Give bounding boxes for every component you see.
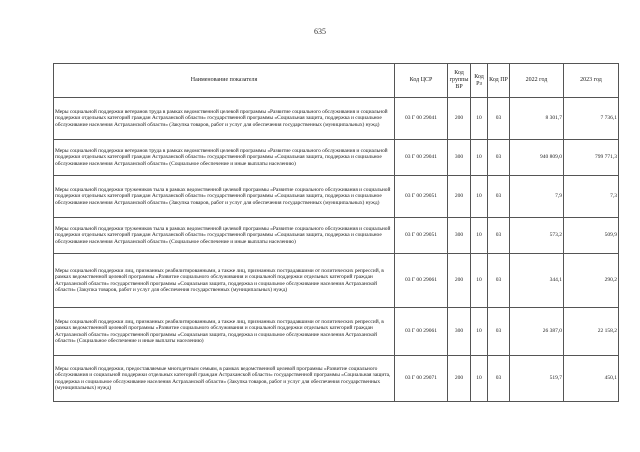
row-pr: 03 xyxy=(488,98,510,140)
row-vr: 200 xyxy=(448,176,471,218)
row-name: Меры социальной поддержки, предоставляемые многодетным семьям, в рамках ведомственной целевой программы «Развитие социального обслуживания и социальной поддержки отдельных категорий граждан Астраханской области» государственной программы «Социальная защита, поддержка и социальное обслуживание населения Астраханской области» (Закупка товаров, работ и услуг для обеспечения государственных (муниципальных) нужд) xyxy=(54,356,395,402)
row-rz: 10 xyxy=(471,356,488,402)
table-row xyxy=(54,308,619,356)
row-csr: 03 Г 00 29061 xyxy=(395,254,448,308)
row-2022: 8 301,7 xyxy=(510,98,564,140)
header-rz: Код Рз xyxy=(471,64,488,98)
row-name: Меры социальной поддержки тружеников тыла в рамках ведомственной целевой программы «Развитие социального обслуживания и социальной поддержки отдельных категорий граждан Астраханской области» государственной программы «Социальная защита, поддержка и социальное обслуживание населения Астраханской области» (Социальное обеспечение и иные выплаты населению) xyxy=(54,218,395,254)
page-number: 635 xyxy=(314,27,326,36)
table-row xyxy=(54,98,619,140)
row-name: Меры социальной поддержки лиц, признанных реабилитированными, а также лиц, признанных пострадавшими от политических репрессий, в рамках ведомственной целевой программы «Развитие социального обслуживания и социальной поддержки отдельных категорий граждан Астраханской области» государственной программы «Социальная защита, поддержка и социальное обслуживание населения Астраханской области» (Закупка товаров, работ и услуг для обеспечения государственных (муниципальных) нужд) xyxy=(54,254,395,308)
row-pr: 03 xyxy=(488,356,510,402)
row-name: Меры социальной поддержки тружеников тыла в рамках ведомственной целевой программы «Развитие социального обслуживания и социальной поддержки отдельных категорий граждан Астраханской области» государственной программы «Социальная защита, поддержка и социальное обслуживание населения Астраханской области» (Закупка товаров, работ и услуг для обеспечения государственных (муниципальных) нужд) xyxy=(54,176,395,218)
table-row xyxy=(54,218,619,254)
header-2022: 2022 год xyxy=(510,64,564,98)
header-2023: 2023 год xyxy=(564,64,619,98)
row-2023: 799 771,3 xyxy=(564,140,619,176)
header-vr: Код группы ВР xyxy=(448,64,471,98)
row-pr: 03 xyxy=(488,218,510,254)
table-row xyxy=(54,254,619,308)
budget-table xyxy=(53,63,619,402)
row-vr: 200 xyxy=(448,356,471,402)
row-pr: 03 xyxy=(488,176,510,218)
row-rz: 10 xyxy=(471,308,488,356)
row-pr: 03 xyxy=(488,254,510,308)
header-csr: Код ЦСР xyxy=(395,64,448,98)
row-2023: 290,2 xyxy=(564,254,619,308)
row-csr: 03 Г 00 29071 xyxy=(395,356,448,402)
row-csr: 03 Г 00 29041 xyxy=(395,140,448,176)
row-rz: 10 xyxy=(471,140,488,176)
row-2023: 7,3 xyxy=(564,176,619,218)
row-vr: 300 xyxy=(448,218,471,254)
row-2022: 7,9 xyxy=(510,176,564,218)
row-2022: 573,2 xyxy=(510,218,564,254)
row-2023: 7 736,1 xyxy=(564,98,619,140)
row-csr: 03 Г 00 29051 xyxy=(395,218,448,254)
row-2022: 940 809,0 xyxy=(510,140,564,176)
row-csr: 03 Г 00 29061 xyxy=(395,308,448,356)
row-rz: 10 xyxy=(471,176,488,218)
row-name: Меры социальной поддержки ветеранов труда в рамках ведомственной целевой программы «Развитие социального обслуживания и социальной поддержки отдельных категорий граждан Астраханской области» государственной программы «Социальная защита, поддержка и социальное обслуживание населения Астраханской области» (Социальное обеспечение и иные выплаты населению) xyxy=(54,140,395,176)
row-rz: 10 xyxy=(471,254,488,308)
row-name: Меры социальной поддержки лиц, признанных реабилитированными, а также лиц, признанных пострадавшими от политических репрессий, в рамках ведомственной целевой программы «Развитие социального обслуживания и социальной поддержки отдельных категорий граждан Астраханской области» государственной программы «Социальная защита, поддержка и социальное обслуживание населения Астраханской области» (Социальное обеспечение и иные выплаты населению) xyxy=(54,308,395,356)
row-rz: 10 xyxy=(471,218,488,254)
row-2023: 22 158,2 xyxy=(564,308,619,356)
row-2023: 509,9 xyxy=(564,218,619,254)
table-row xyxy=(54,356,619,402)
row-2022: 26 387,0 xyxy=(510,308,564,356)
row-csr: 03 Г 00 29041 xyxy=(395,98,448,140)
table-header-row xyxy=(54,64,619,98)
table-row xyxy=(54,140,619,176)
row-vr: 300 xyxy=(448,308,471,356)
row-2023: 450,1 xyxy=(564,356,619,402)
row-pr: 03 xyxy=(488,140,510,176)
row-2022: 519,7 xyxy=(510,356,564,402)
row-vr: 200 xyxy=(448,98,471,140)
header-name: Наименование показателя xyxy=(54,64,395,98)
row-csr: 03 Г 00 29051 xyxy=(395,176,448,218)
row-vr: 300 xyxy=(448,140,471,176)
row-2022: 344,1 xyxy=(510,254,564,308)
row-pr: 03 xyxy=(488,308,510,356)
header-pr: Код ПР xyxy=(488,64,510,98)
row-rz: 10 xyxy=(471,98,488,140)
row-vr: 200 xyxy=(448,254,471,308)
row-name: Меры социальной поддержки ветеранов труда в рамках ведомственной целевой программы «Развитие социального обслуживания и социальной поддержки отдельных категорий граждан Астраханской области» государственной программы «Социальная защита, поддержка и социальное обслуживание населения Астраханской области» (Закупка товаров, работ и услуг для обеспечения государственных (муниципальных) нужд) xyxy=(54,98,395,140)
table-row xyxy=(54,176,619,218)
